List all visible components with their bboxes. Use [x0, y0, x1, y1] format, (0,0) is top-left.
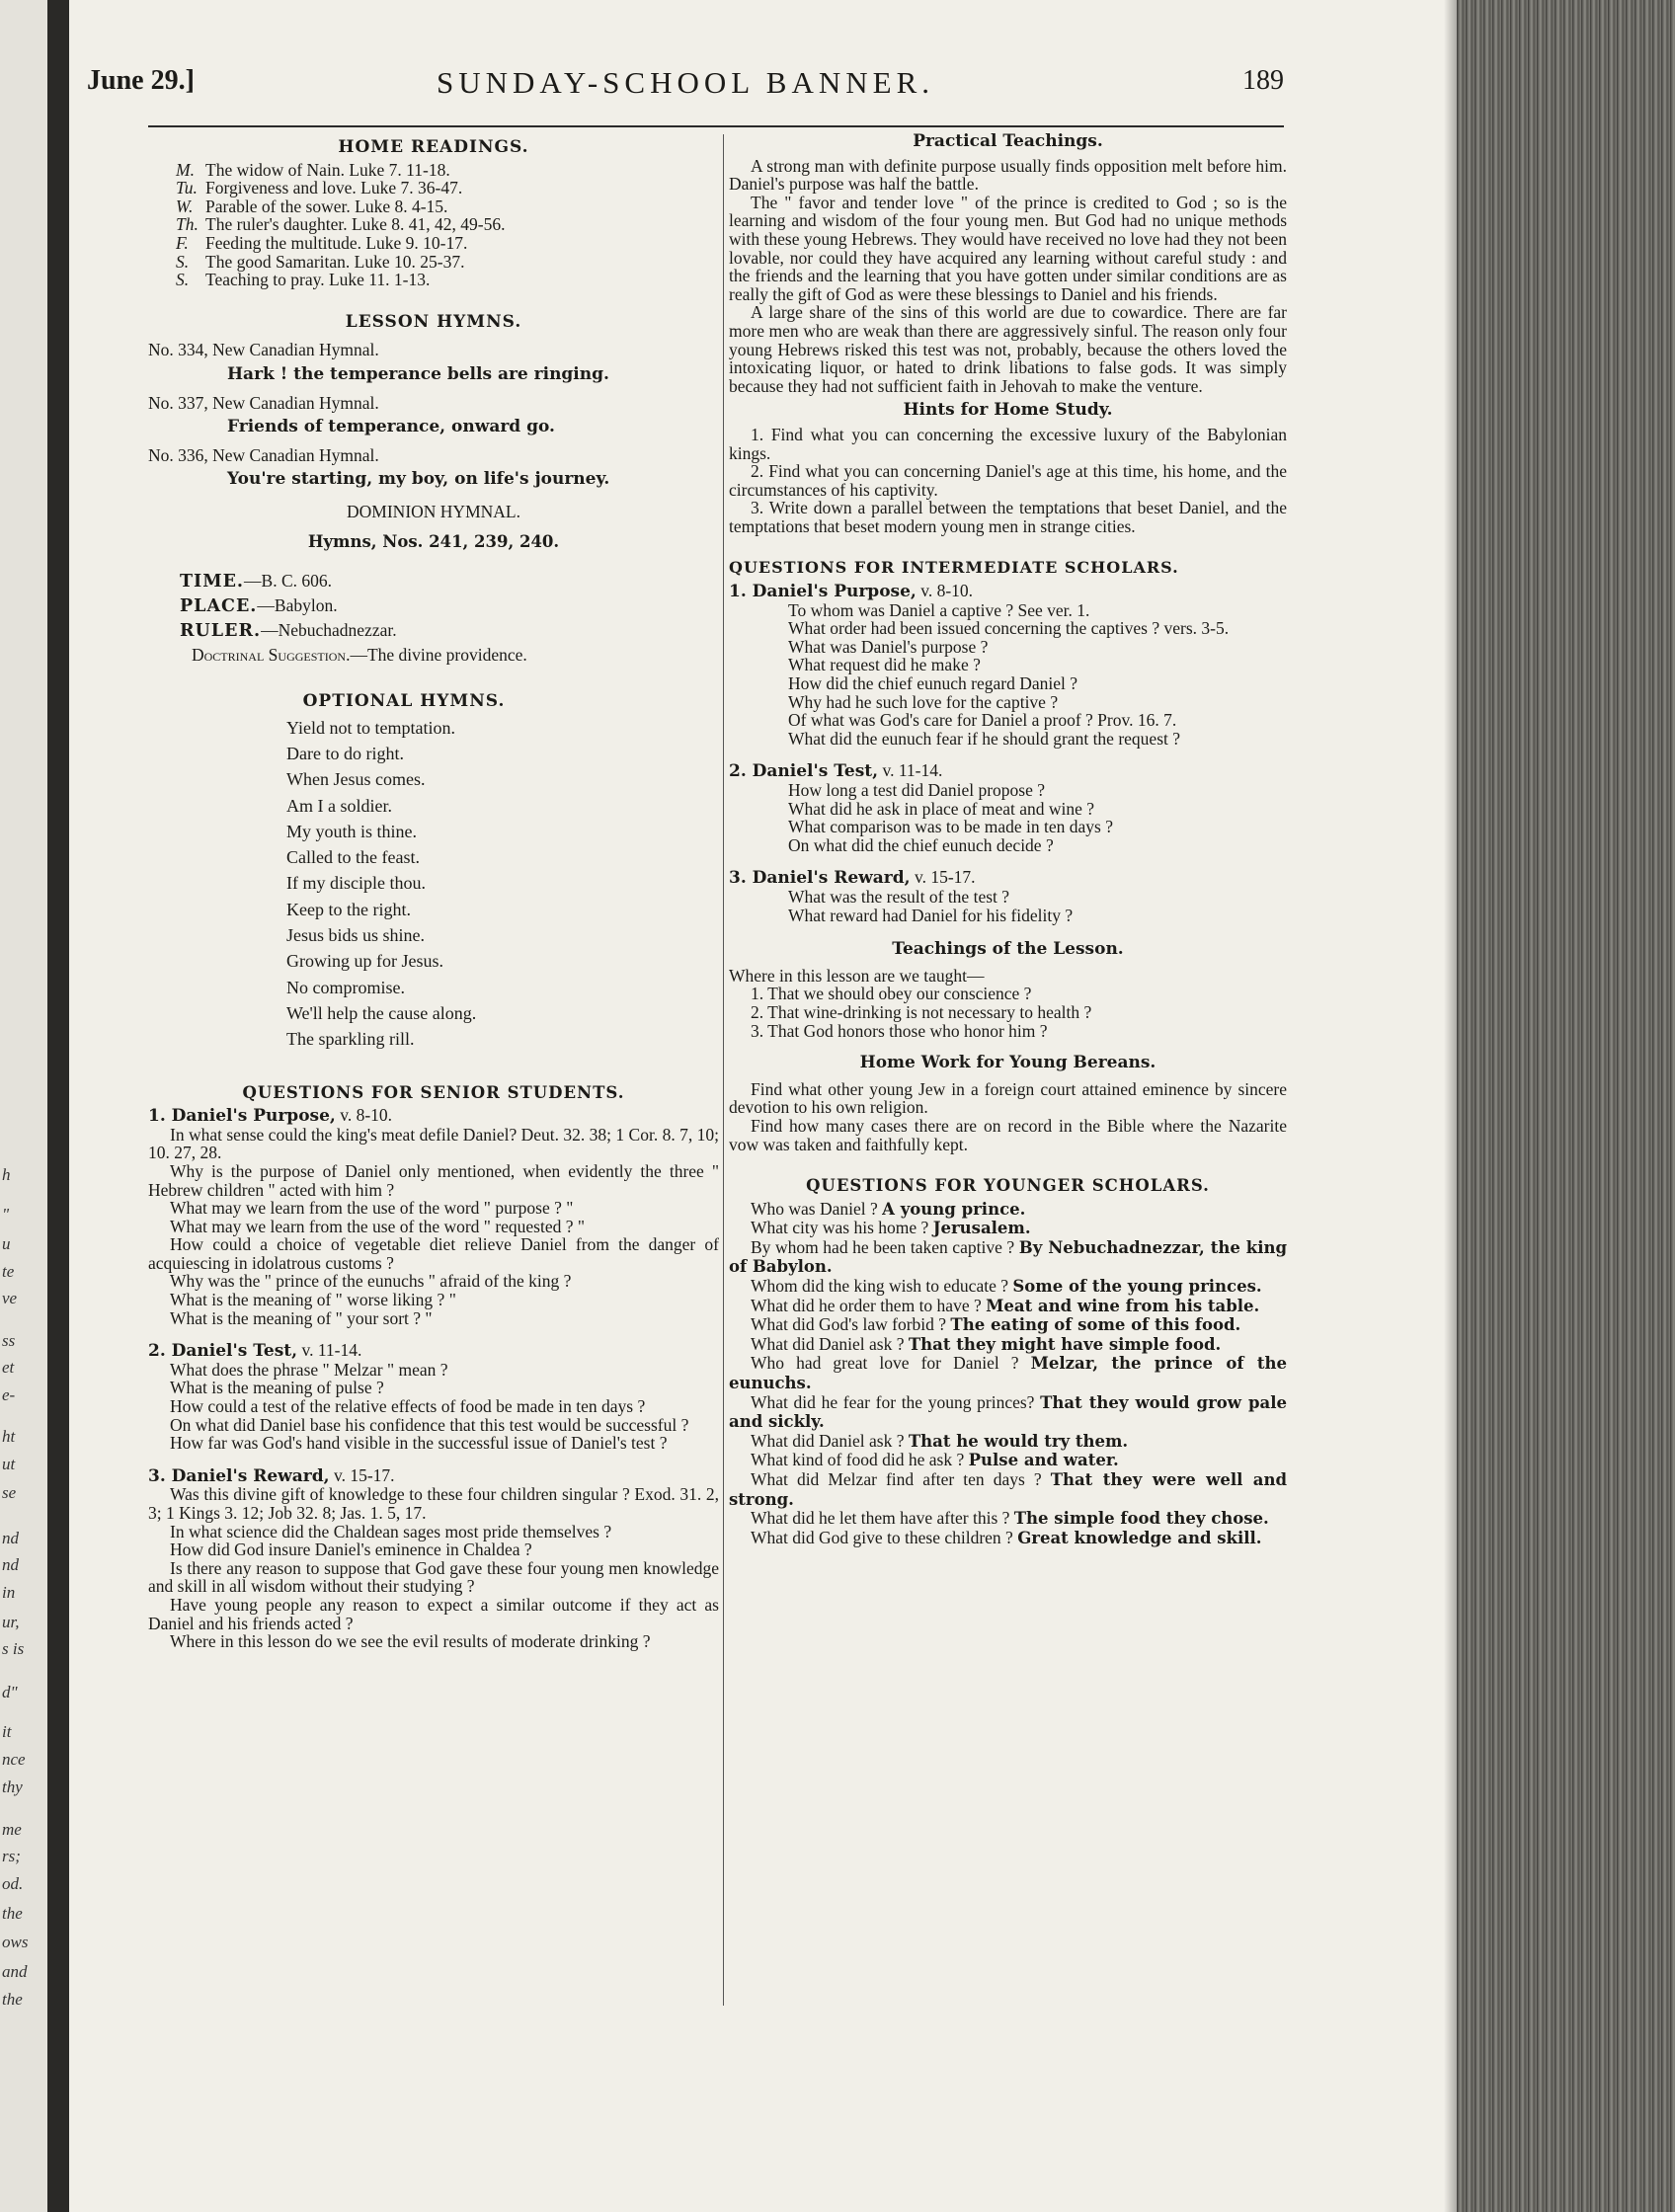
younger-question: What did he order them to have ? — [751, 1295, 982, 1315]
section-title: 3. Daniel's Reward, — [729, 868, 911, 889]
younger-question: What kind of food did he ask ? — [751, 1450, 965, 1470]
younger-qa — [729, 1297, 1287, 1316]
question-section-head — [729, 582, 1287, 601]
question: What was the result of the test ? — [788, 886, 1010, 907]
reading-item — [176, 271, 719, 289]
hymn-number: No. 334, New Canadian Hymnal. — [148, 340, 379, 360]
optional-hymn: We'll help the cause along. — [286, 1002, 477, 1023]
reading-item — [176, 253, 719, 272]
hymn-first-line: You're starting, my boy, on life's journey. — [227, 469, 610, 490]
younger-answer: That he would try them. — [908, 1431, 1129, 1451]
question: Why had he such love for the captive ? — [788, 691, 1059, 712]
question: How long a test did Daniel propose ? — [788, 780, 1046, 800]
gutter-fragment: se — [2, 1483, 17, 1502]
question: What is the meaning of " your sort ? " — [170, 1307, 433, 1328]
younger-answer: Melzar, the prince of the eunuchs. — [729, 1354, 1288, 1393]
question: What reward had Daniel for his fidelity ? — [788, 905, 1074, 925]
optional-hymn: Yield not to temptation. — [286, 717, 455, 738]
reading-item — [176, 179, 719, 198]
optional-hymns-title: OPTIONAL HYMNS. — [302, 691, 506, 712]
ruler-label: RULER. — [180, 621, 262, 642]
younger-question: Who was Daniel ? — [751, 1198, 878, 1219]
gutter-fragment: nd — [2, 1555, 19, 1574]
question-list — [788, 781, 1287, 854]
younger-qa — [729, 1393, 1287, 1432]
younger-answer: Meat and wine from his table. — [986, 1296, 1260, 1315]
younger-question: By whom had he been taken captive ? — [751, 1236, 1015, 1257]
binding-shadow — [47, 0, 69, 2212]
homework-title: Home Work for Young Bereans. — [859, 1053, 1157, 1073]
younger-qa — [729, 1277, 1287, 1297]
place-value: —Babylon. — [257, 595, 338, 616]
younger-question: What city was his home ? — [751, 1218, 929, 1238]
younger-question: What did Melzar find after ten days ? — [751, 1469, 1042, 1489]
gutter-fragment: ve — [2, 1289, 18, 1307]
gutter-fragment: ss — [2, 1331, 16, 1350]
intermediate-questions — [729, 582, 1287, 924]
ruler-line — [180, 618, 719, 643]
hymn-entry — [148, 394, 719, 436]
right-column — [729, 132, 1287, 1547]
gutter-fragment: e- — [2, 1385, 16, 1404]
section-title: 1. Daniel's Purpose, — [148, 1106, 336, 1127]
question: How could a choice of vegetable diet relieve Daniel from the danger of acquiescing in idolatrous customs ? — [148, 1234, 719, 1273]
hymn-first-line: Hark ! the temperance bells are ringing. — [227, 363, 609, 384]
teachings-intro: Where in this lesson are we taught— — [729, 965, 985, 986]
question: Of what was God's care for Daniel a proof ? Prov. 16. 7. — [788, 710, 1177, 731]
optional-hymn: When Jesus comes. — [286, 769, 426, 790]
hints-title: Hints for Home Study. — [903, 400, 1113, 421]
reading-text: The widow of Nain. Luke 7. 11-18. — [205, 159, 450, 180]
question: What order had been issued concerning the captives ? vers. 3-5. — [788, 618, 1230, 639]
reading-text: Feeding the multitude. Luke 9. 10-17. — [205, 232, 468, 253]
question: On what did Daniel base his confidence that this test would be successful ? — [170, 1414, 689, 1435]
gutter-fragment: it — [2, 1722, 12, 1741]
home-readings-title: HOME READINGS. — [338, 137, 529, 157]
gutter-fragment: u — [2, 1234, 11, 1253]
dominion-hymn-numbers: Hymns, Nos. 241, 239, 240. — [307, 531, 560, 551]
place-line — [180, 593, 719, 618]
section-ref: v. 8-10. — [916, 581, 974, 601]
teaching-item: 2. That wine-drinking is not necessary to health ? — [751, 1001, 1092, 1022]
optional-hymn: Am I a soldier. — [286, 795, 392, 816]
practical-paragraph: A large share of the sins of this world are due to cowardice. There are far more men who are weak than there are aggressively sinful. The reason only four young Hebrews risked this test was not, probably, because the others loved the intoxicating liquor, or hated to drink libations to false gods. It was simply because they had not sufficient faith in Jehovah to make the venture. — [729, 302, 1287, 396]
time-line — [180, 569, 719, 593]
book-page-edges — [1457, 0, 1675, 2212]
younger-questions-title: QUESTIONS FOR YOUNGER SCHOLARS. — [806, 1176, 1210, 1196]
practical-paragraph: A strong man with definite purpose usually finds opposition melt before him. Daniel's purpose was half the battle. — [729, 155, 1287, 195]
question: What does the phrase " Melzar " mean ? — [170, 1359, 448, 1380]
optional-hymn: Jesus bids us shine. — [286, 925, 426, 946]
question: Why is the purpose of Daniel only mentioned, when evidently the three " Hebrew children " acted with him ? — [148, 1160, 719, 1200]
hint-item: 1. Find what you can concerning the excessive luxury of the Babylonian kings. — [729, 424, 1287, 463]
optional-hymn: My youth is thine. — [286, 821, 418, 841]
reading-text: Teaching to pray. Luke 11. 1-13. — [205, 270, 431, 290]
reading-day: S. — [176, 270, 190, 290]
senior-questions — [148, 1106, 719, 1651]
younger-answer: That they would grow pale and sickly. — [729, 1392, 1287, 1432]
gutter-fragment: in — [2, 1583, 16, 1602]
reading-day: Th. — [176, 214, 199, 235]
section-ref: v. 11-14. — [297, 1340, 362, 1361]
header-date: June 29.] — [87, 65, 195, 96]
question: What may we learn from the use of the word " purpose ? " — [170, 1198, 574, 1219]
gutter-fragment: te — [2, 1262, 15, 1281]
question-section-head — [148, 1106, 719, 1126]
time-label: TIME. — [180, 572, 245, 592]
younger-qa — [729, 1354, 1287, 1392]
question-list — [148, 1126, 719, 1328]
optional-hymns-list — [286, 715, 719, 1053]
reading-day: W. — [176, 196, 194, 216]
younger-qa — [729, 1315, 1287, 1335]
reading-day: F. — [176, 232, 189, 253]
teachings-list — [751, 985, 1287, 1040]
reading-item — [176, 215, 719, 234]
reading-text: The good Samaritan. Luke 10. 25-37. — [205, 251, 465, 272]
time-value: —B. C. 606. — [244, 571, 332, 592]
place-label: PLACE. — [180, 596, 258, 617]
younger-answer: The simple food they chose. — [1013, 1509, 1269, 1529]
reading-item — [176, 161, 719, 180]
gutter-fragment: and — [2, 1962, 28, 1981]
gutter-fragment: s is — [2, 1639, 25, 1658]
practical-teachings — [729, 157, 1287, 396]
doctrinal-label: Doctrinal Suggestion. — [192, 645, 351, 666]
optional-hymn: Keep to the right. — [286, 899, 411, 919]
teaching-item: 1. That we should obey our conscience ? — [751, 984, 1032, 1004]
younger-answer: That they might have simple food. — [908, 1334, 1222, 1354]
question-section-head — [729, 868, 1287, 888]
question: How could a test of the relative effects of food be made in ten days ? — [170, 1396, 646, 1417]
question-list — [148, 1485, 719, 1650]
younger-questions — [729, 1200, 1287, 1548]
question: Where in this lesson do we see the evil results of moderate drinking ? — [170, 1631, 651, 1652]
younger-question: Whom did the king wish to educate ? — [751, 1276, 1008, 1297]
younger-qa — [729, 1200, 1287, 1220]
lesson-hymns-list — [148, 341, 719, 489]
senior-questions-title: QUESTIONS FOR SENIOR STUDENTS. — [242, 1082, 625, 1102]
younger-qa — [729, 1219, 1287, 1238]
younger-qa — [729, 1470, 1287, 1509]
younger-answer: Great knowledge and skill. — [1017, 1528, 1262, 1547]
question: How far was God's hand visible in the successful issue of Daniel's test ? — [170, 1433, 668, 1454]
question-list — [788, 888, 1287, 924]
question-section-head — [148, 1341, 719, 1361]
doctrinal-line — [192, 643, 719, 667]
younger-answer: By Nebuchadnezzar, the king of Babylon. — [729, 1237, 1287, 1277]
question: What is the meaning of " worse liking ? " — [170, 1290, 456, 1310]
younger-question: What did Daniel ask ? — [751, 1333, 905, 1354]
section-title: 2. Daniel's Test, — [148, 1341, 298, 1362]
header-rule — [148, 125, 1284, 127]
question: In what science did the Chaldean sages most pride themselves ? — [170, 1521, 612, 1541]
gutter-fragment: rs; — [2, 1847, 21, 1865]
question-list — [788, 601, 1287, 749]
gutter-fragment: the — [2, 1990, 23, 2009]
optional-hymn: The sparkling rill. — [286, 1029, 415, 1050]
younger-question: What did he let them have after this ? — [751, 1508, 1010, 1529]
gutter-fragment: the — [2, 1904, 23, 1923]
page-number: 189 — [1242, 65, 1284, 96]
younger-qa — [729, 1432, 1287, 1452]
question: What did the eunuch fear if he should grant the request ? — [788, 728, 1181, 749]
ruler-value: —Nebuchadnezzar. — [261, 620, 397, 641]
section-ref: v. 11-14. — [878, 760, 943, 781]
question: How did God insure Daniel's eminence in Chaldea ? — [170, 1540, 532, 1560]
younger-answer: Pulse and water. — [968, 1451, 1119, 1470]
homework-paragraph: Find how many cases there are on record in the Bible where the Nazarite vow was taken and faithfully kept. — [729, 1115, 1287, 1154]
younger-answer: A young prince. — [882, 1199, 1026, 1219]
reading-day: Tu. — [176, 178, 198, 198]
younger-question: What did he fear for the young princes? — [751, 1391, 1035, 1412]
question: On what did the chief eunuch decide ? — [788, 834, 1054, 855]
homework-paragraphs — [729, 1080, 1287, 1153]
optional-hymn: No compromise. — [286, 977, 405, 997]
gutter-fragment: thy — [2, 1778, 23, 1796]
gutter-fragment: od. — [2, 1874, 24, 1893]
younger-question: What did God's law forbid ? — [751, 1314, 947, 1335]
hymn-number: No. 336, New Canadian Hymnal. — [148, 444, 379, 465]
question-list — [148, 1361, 719, 1453]
younger-question: What did Daniel ask ? — [751, 1430, 905, 1451]
younger-answer: That they were well and strong. — [729, 1470, 1288, 1509]
question: What request did he make ? — [788, 655, 981, 675]
question: How did the chief eunuch regard Daniel ? — [788, 673, 1078, 694]
section-title: 2. Daniel's Test, — [729, 761, 879, 782]
gutter-fragment: me — [2, 1820, 22, 1839]
hymn-first-line: Friends of temperance, onward go. — [227, 417, 555, 437]
reading-item — [176, 234, 719, 253]
younger-answer: The eating of some of this food. — [950, 1315, 1241, 1335]
gutter-fragment: " — [2, 1205, 10, 1224]
gutter-fragment: nce — [2, 1750, 26, 1769]
gutter-fragment: h — [2, 1165, 11, 1184]
section-ref: v. 8-10. — [335, 1105, 393, 1126]
section-title: 3. Daniel's Reward, — [148, 1465, 330, 1486]
question: Why was the " prince of the eunuchs " afraid of the king ? — [170, 1271, 572, 1292]
question-section-head — [148, 1466, 719, 1486]
gutter-fragment: d" — [2, 1683, 18, 1701]
question: What may we learn from the use of the word " requested ? " — [170, 1216, 586, 1236]
hymn-entry — [148, 341, 719, 383]
header-title: SUNDAY-SCHOOL BANNER. — [436, 65, 935, 100]
homework-paragraph: Find what other young Jew in a foreign court attained eminence by sincere devotion to his own religion. — [729, 1078, 1287, 1118]
page-header — [87, 65, 1284, 109]
younger-qa — [729, 1335, 1287, 1355]
question: What did he ask in place of meat and wine ? — [788, 798, 1095, 819]
lesson-hymns-title: LESSON HYMNS. — [345, 311, 522, 332]
question: What was Daniel's purpose ? — [788, 636, 989, 657]
question: What comparison was to be made in ten days ? — [788, 817, 1113, 837]
column-rule — [723, 134, 724, 2006]
section-ref: v. 15-17. — [329, 1464, 395, 1485]
hint-item: 2. Find what you can concerning Daniel's age at this time, his home, and the circumstances of his captivity. — [729, 461, 1287, 500]
gutter-fragment: ht — [2, 1427, 16, 1446]
question: Have young people any reason to expect a similar outcome if they act as Daniel and his friends acted ? — [148, 1594, 719, 1633]
optional-hymn: Called to the feast. — [286, 847, 420, 868]
lesson-info — [148, 569, 719, 667]
dominion-hymnal-title: DOMINION HYMNAL. — [347, 501, 520, 521]
gutter-fragment: et — [2, 1358, 15, 1377]
reading-day: S. — [176, 251, 190, 272]
section-ref: v. 15-17. — [910, 867, 976, 888]
gutter-fragment: ows — [2, 1933, 29, 1951]
question: Is there any reason to suppose that God gave these four young men knowledge and skill in all wisdom without their studying ? — [148, 1557, 719, 1597]
gutter-fragment: ut — [2, 1455, 16, 1473]
home-readings-list — [176, 161, 719, 289]
reading-day: M. — [176, 159, 195, 180]
younger-qa — [729, 1509, 1287, 1529]
optional-hymn: Dare to do right. — [286, 743, 404, 763]
practical-title: Practical Teachings. — [913, 131, 1103, 151]
younger-qa — [729, 1238, 1287, 1277]
question: To whom was Daniel a captive ? See ver. 1. — [788, 599, 1090, 620]
question-section-head — [729, 761, 1287, 781]
hints-list — [729, 426, 1287, 536]
reading-text: Forgiveness and love. Luke 7. 36-47. — [205, 178, 463, 198]
younger-question: What did God give to these children ? — [751, 1527, 1013, 1547]
younger-answer: Jerusalem. — [932, 1219, 1031, 1238]
teaching-item: 3. That God honors those who honor him ? — [751, 1020, 1048, 1041]
section-title: 1. Daniel's Purpose, — [729, 582, 917, 602]
younger-question: Who had great love for Daniel ? — [751, 1353, 1019, 1374]
younger-qa — [729, 1529, 1287, 1548]
teachings-title: Teachings of the Lesson. — [892, 939, 1124, 960]
optional-hymn: If my disciple thou. — [286, 873, 426, 894]
previous-page-strip — [0, 0, 47, 2212]
doctrinal-value: —The divine providence. — [350, 645, 527, 666]
question: In what sense could the king's meat defile Daniel? Deut. 32. 38; 1 Cor. 8. 7, 10; 10. 27, 28. — [148, 1124, 719, 1163]
younger-qa — [729, 1451, 1287, 1470]
intermediate-questions-title: QUESTIONS FOR INTERMEDIATE SCHOLARS. — [729, 558, 1179, 578]
left-column — [148, 138, 719, 1651]
reading-text: The ruler's daughter. Luke 8. 41, 42, 49-56. — [205, 214, 506, 235]
hymn-entry — [148, 446, 719, 489]
question: What is the meaning of pulse ? — [170, 1378, 384, 1398]
gutter-fragment: ur, — [2, 1613, 20, 1631]
hymn-number: No. 337, New Canadian Hymnal. — [148, 392, 379, 413]
reading-text: Parable of the sower. Luke 8. 4-15. — [205, 196, 448, 216]
optional-hymn: Growing up for Jesus. — [286, 951, 443, 972]
question: Was this divine gift of knowledge to these four children singular ? Exod. 31. 2, 3; 1 Kings 3. 12; Job 32. 8; Jas. 1. 5, 17. — [148, 1484, 719, 1524]
reading-item — [176, 198, 719, 216]
practical-paragraph: The " favor and tender love " of the prince is credited to God ; so is the learning and wisdom of the four young men. But God had no unique methods with these young Hebrews. They would have received no love had they not been lovable, nor could they have acquired any learning without careful study : and the friends and the learning that you have gotten under similar conditions are as really the gift of God as were these blessings to Daniel and his friends. — [729, 192, 1287, 304]
gutter-fragment: nd — [2, 1529, 19, 1547]
younger-answer: Some of the young princes. — [1012, 1277, 1262, 1297]
hint-item: 3. Write down a parallel between the temptations that beset Daniel, and the temptations that beset modern young men in strange cities. — [729, 498, 1287, 536]
